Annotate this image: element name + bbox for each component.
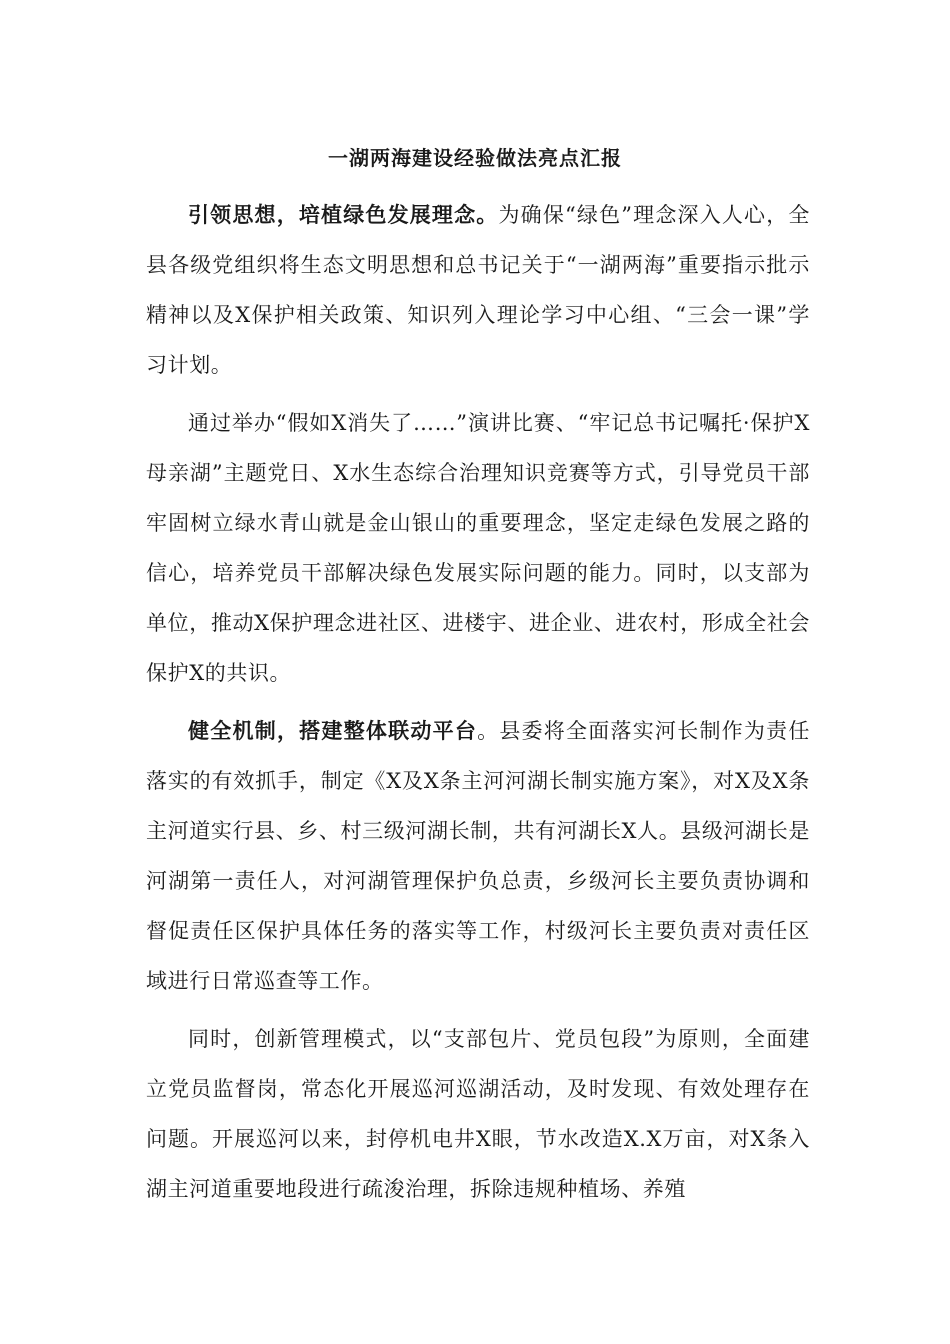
paragraph-2 <box>146 398 810 698</box>
paragraph-3-lead: 健全机制，搭建整体联动平台 <box>188 718 478 743</box>
document-title: 一湖两海建设经验做法亮点汇报 <box>328 146 622 170</box>
paragraph-1 <box>146 190 810 390</box>
document-body <box>146 190 810 1214</box>
paragraph-4-text: 同时，创新管理模式，以“支部包片、党员包段”为原则，全面建立党员监督岗，常态化开展巡河巡湖活动，及时发现、有效处理存在问题。开展巡河以来，封停机电井X眼，节水改造X.X万亩，对X条入湖主河道重要地段进行疏浚治理，拆除违规种植场、养殖 <box>146 1027 810 1201</box>
paragraph-4 <box>146 1014 810 1214</box>
paragraph-3-text: 。县委将全面落实河长制作为责任落实的有效抓手，制定《X及X条主河河湖长制实施方案》，对X及X条主河道实行县、乡、村三级河湖长制，共有河湖长X人。县级河湖长是河湖第一责任人，对河湖管理保护负总责，乡级河长主要负责协调和督促责任区保护具体任务的落实等工作，村级河长主要负责对责任区域进行日常巡查等工作。 <box>146 719 810 993</box>
paragraph-3 <box>146 706 810 1006</box>
paragraph-2-text: 通过举办“假如X消失了……”演讲比赛、“牢记总书记嘱托·保护X母亲湖”主题党日、X水生态综合治理知识竞赛等方式，引导党员干部牢固树立绿水青山就是金山银山的重要理念，坚定走绿色发展之路的信心，培养党员干部解决绿色发展实际问题的能力。同时，以支部为单位，推动X保护理念进社区、进楼宇、进企业、进农村，形成全社会保护X的共识。 <box>146 411 810 685</box>
paragraph-1-text: 为确保“绿色”理念深入人心，全县各级党组织将生态文明思想和总书记关于“一湖两海”重要指示批示精神以及X保护相关政策、知识列入理论学习中心组、“三会一课”学习计划。 <box>146 203 810 377</box>
paragraph-1-lead: 引领思想，培植绿色发展理念。 <box>188 202 499 227</box>
